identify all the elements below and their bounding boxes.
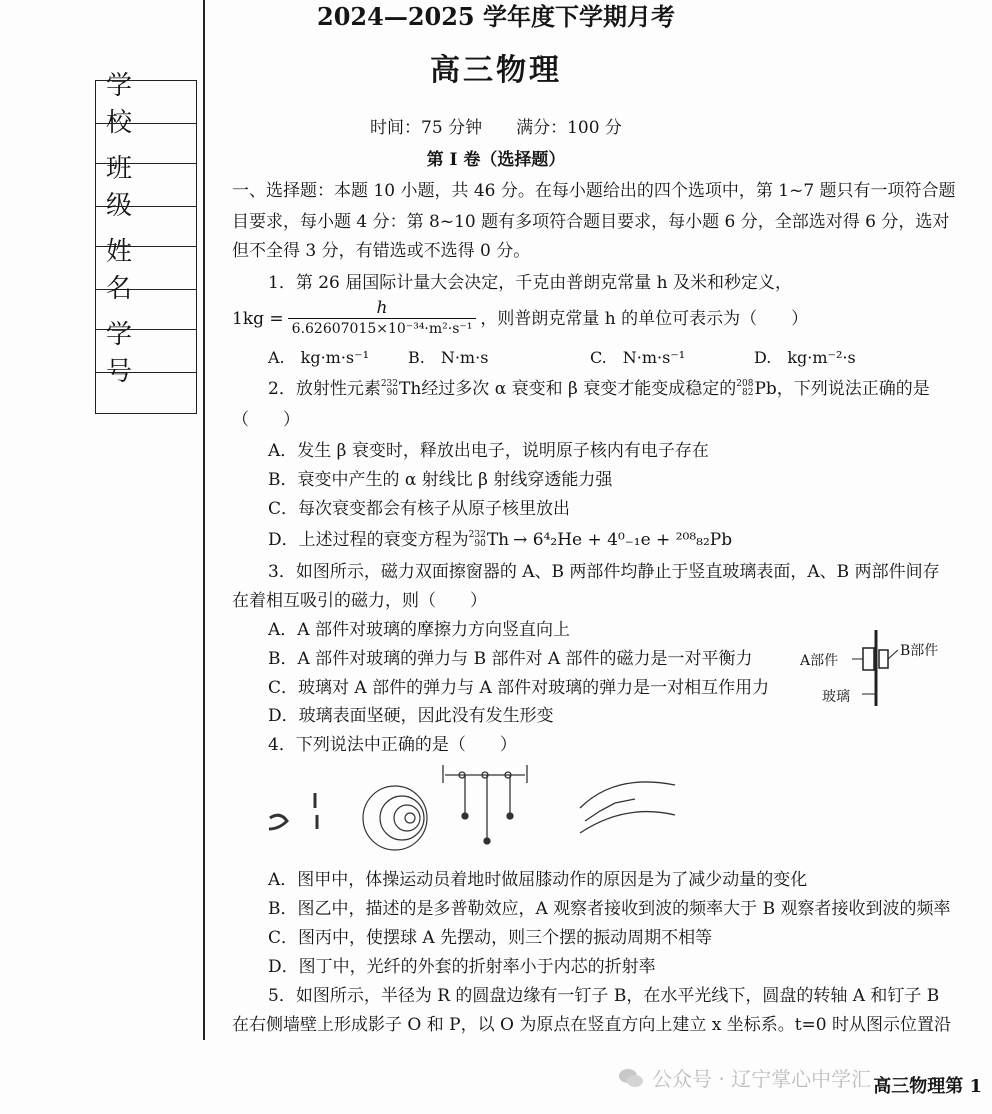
q2-pb: Pb <box>754 379 777 399</box>
q4-figures-svg <box>255 763 685 863</box>
section-instructions-2: 目要求，每小题 4 分：第 8~10 题有多项符合题目要求，每小题 6 分，全部选对得 6 分，选对 <box>232 212 950 232</box>
q2-th-z: 90 <box>386 388 399 398</box>
fig-yi-doppler <box>363 786 427 850</box>
q2-stem <box>268 378 930 400</box>
q5-line1: 5．如图所示，半径为 R 的圆盘边缘有一钉子 B，在水平光线下，圆盘的转轴 A 和钉子 B <box>268 986 940 1006</box>
q2-pb-mass: 208 <box>736 379 754 389</box>
q1-lhs: 1kg = <box>232 308 284 329</box>
q4-option-b[interactable]: B．图乙中，描述的是多普勒效应，A 观察者接收到波的频率大于 B 观察者接收到波的频率 <box>268 899 951 919</box>
q1-fraction <box>288 298 477 339</box>
q1-option-c[interactable]: C. N·m·s⁻¹ <box>590 348 686 367</box>
q1-stem: 1．第 26 届国际计量大会决定，千克由普朗克常量 h 及米和秒定义， <box>268 273 793 293</box>
subject-title: 高三物理 <box>430 53 562 88</box>
q3-line2: 在着相互吸引的磁力，则（ ） <box>232 591 487 611</box>
q3-option-d[interactable]: D．玻璃表面坚硬，因此没有发生形变 <box>268 706 554 726</box>
q2-d-th-z: 90 <box>474 539 486 549</box>
volume-title: 第 I 卷（选择题） <box>426 150 566 170</box>
q2-d-eq: → 6⁴₂He + 4⁰₋₁e + ²⁰⁸₈₂Pb <box>513 530 733 550</box>
exam-meta: 时间：75 分钟 满分：100 分 <box>370 118 622 138</box>
q2-pre: 2．放射性元素 <box>268 379 381 399</box>
q1-option-b[interactable]: B. N·m·s <box>408 348 489 367</box>
fig-label-a: A部件 <box>800 653 839 669</box>
q4-option-d[interactable]: D．图丁中，光纤的外套的折射率小于内芯的折射率 <box>268 957 656 977</box>
part-b-shape <box>879 650 888 668</box>
q4-stem: 4．下列说法中正确的是（ ） <box>268 735 517 755</box>
q2-option-c[interactable]: C．每次衰变都会有核子从原子核里放出 <box>268 499 571 519</box>
q4-figures <box>255 763 685 863</box>
q2-th-isotope <box>381 380 398 398</box>
q2-d-th-mass: 232 <box>468 530 486 540</box>
q2-pb-z: 82 <box>741 388 754 398</box>
fig-bing-pendulums <box>443 765 527 844</box>
q4-option-c[interactable]: C．图丙中，使摆球 A 先摆动，则三个摆的振动周期不相等 <box>268 928 713 948</box>
q2-th-mass: 232 <box>380 379 399 389</box>
q1-numerator: h <box>288 298 477 319</box>
q2-option-a[interactable]: A．发生 β 衰变时，释放出电子，说明原子核内有电子存在 <box>268 441 709 461</box>
info-class: 班 级 <box>96 164 196 207</box>
section-instructions-1: 一、选择题：本题 10 小题，共 46 分。在每小题给出的四个选项中，第 1~7 题只有一项符合题 <box>232 181 956 201</box>
q2-pb-isotope <box>736 380 753 398</box>
fig-ding-fiber <box>580 782 675 833</box>
q3-figure <box>800 628 960 708</box>
fig-label-glass: 玻璃 <box>822 689 850 705</box>
q3-option-c[interactable]: C．玻璃对 A 部件的弹力与 A 部件对玻璃的弹力是一对相互作用力 <box>268 678 770 698</box>
q2-option-b[interactable]: B．衰变中产生的 α 射线比 β 射线穿透能力强 <box>268 470 613 490</box>
q1-formula <box>232 298 808 339</box>
q2-d-pre: D．上述过程的衰变方程为 <box>268 530 469 550</box>
q2-post: ，下列说法正确的是 <box>776 379 930 399</box>
q1-tail: ，则普朗克常量 h 的单位可表示为（ ） <box>480 308 809 329</box>
fig-label-b: B部件 <box>900 643 939 659</box>
q2-th: Th <box>399 379 422 399</box>
q2-d-th: Th <box>486 530 510 550</box>
q2-option-d[interactable] <box>268 529 732 551</box>
q2-paren: （ ） <box>232 410 300 430</box>
q2-d-th-isotope <box>469 531 486 549</box>
q5-line2: 在右侧墙壁上形成影子 O 和 P，以 O 为原点在竖直方向上建立 x 坐标系。t=0 时从图示位置沿 <box>232 1015 952 1035</box>
section-instructions-3: 但不全得 3 分，有错选或不选得 0 分。 <box>232 241 531 261</box>
q1-denominator: 6.62607015×10⁻³⁴·m²·s⁻¹ <box>291 321 473 337</box>
info-school: 学 校 <box>96 81 196 124</box>
q1-option-d[interactable]: D. kg·m⁻²·s <box>754 348 856 367</box>
exam-title: 2024—2025 学年度下学期月考 <box>317 2 675 31</box>
q3-line1: 3．如图所示，磁力双面擦窗器的 A、B 两部件均静止于竖直玻璃表面，A、B 两部件间存 <box>268 562 940 582</box>
page-footer: 高三物理第 1 <box>873 1076 982 1097</box>
q3-option-b[interactable]: B．A 部件对玻璃的弹力与 B 部件对 A 部件的磁力是一对平衡力 <box>268 649 753 669</box>
wechat-icon <box>618 1067 644 1089</box>
fig-jia-gymnast <box>269 793 317 829</box>
q4-option-a[interactable]: A．图甲中，体操运动员着地时做屈膝动作的原因是为了减少动量的变化 <box>268 870 808 890</box>
part-a-shape <box>863 648 874 670</box>
part-b-leader <box>888 650 898 659</box>
info-name: 姓 名 <box>96 247 196 290</box>
watermark-text: 公众号 · 辽宁掌心中学汇 <box>652 1067 872 1091</box>
watermark <box>618 1063 871 1092</box>
q3-option-a[interactable]: A．A 部件对玻璃的摩擦力方向竖直向上 <box>268 620 570 640</box>
q1-option-a[interactable]: A. kg·m·s⁻¹ <box>268 348 369 367</box>
q2-mid: 经过多次 α 衰变和 β 衰变才能变成稳定的 <box>421 379 737 399</box>
info-id: 学 号 <box>96 330 196 373</box>
